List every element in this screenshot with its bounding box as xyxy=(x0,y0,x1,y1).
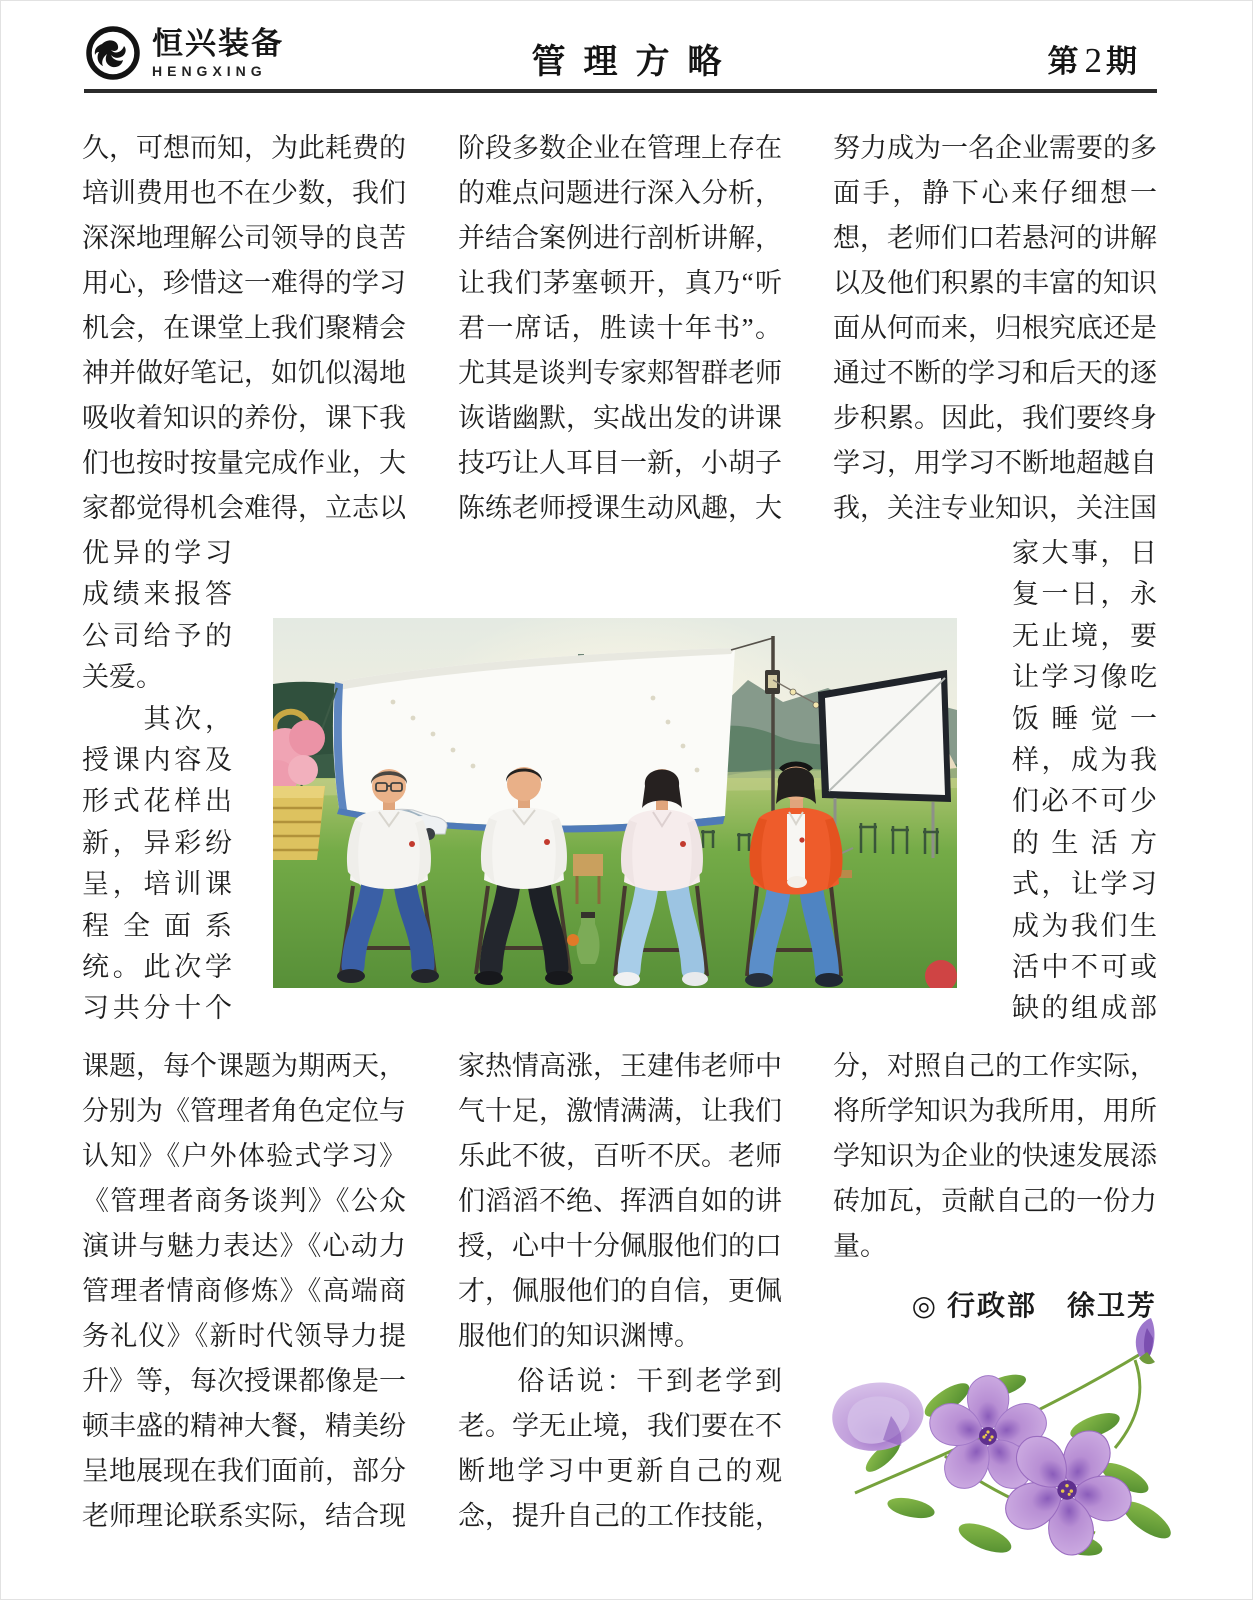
text-line: 分别为《管理者角色定位与 xyxy=(82,1096,406,1126)
byline: ◎ 行政部 徐卫芳 xyxy=(911,1291,1157,1322)
text-line: 并结合案例进行剖析讲解， xyxy=(458,223,782,253)
text-line: 升》等，每次授课都像是一 xyxy=(82,1366,406,1396)
text-line: 呈，培训课 xyxy=(82,869,232,900)
article-col3-top xyxy=(833,126,1157,531)
text-line: 老。学无止境，我们要在不 xyxy=(458,1411,782,1441)
text-line: 尤其是谈判专家郏智群老师 xyxy=(458,358,782,388)
text-line: 吸收着知识的养份，课下我 xyxy=(82,403,406,433)
article-col1-bottom xyxy=(82,1044,406,1539)
text-line: 砖加瓦，贡献自己的一份力 xyxy=(833,1186,1157,1216)
text-line: 学习，用学习不断地超越自 xyxy=(833,448,1157,478)
text-line: 面从何而来，归根究底还是 xyxy=(833,313,1157,343)
text-line: 诙谐幽默，实战出发的讲课 xyxy=(458,403,782,433)
text-line: 以及他们积累的丰富的知识 xyxy=(833,268,1157,298)
text-line: 让学习像吃 xyxy=(1012,662,1157,693)
text-line: 气十足，激情满满，让我们 xyxy=(458,1096,782,1126)
text-line: 活中不可或 xyxy=(1012,951,1157,982)
text-line: 面手，静下心来仔细想一 xyxy=(833,178,1157,208)
text-line: 成为我们生 xyxy=(1012,910,1157,941)
page-title: 管理方略 xyxy=(531,44,740,81)
text-line: 乐此不彼，百听不厌。老师 xyxy=(458,1141,782,1171)
text-line: 务礼仪》《新时代领导力提 xyxy=(82,1321,406,1351)
text-line: 复一日，永 xyxy=(1012,579,1157,610)
text-line: 步积累。因此，我们要终身 xyxy=(833,403,1157,433)
issue-prefix: 第 xyxy=(1047,44,1085,79)
text-line: 们滔滔不绝、挥洒自如的讲 xyxy=(458,1186,782,1216)
logo-name-cn: 恒兴装备 xyxy=(152,26,284,61)
event-photo xyxy=(273,618,957,988)
article-col3-bottom xyxy=(833,1044,1157,1269)
text-line: 培训费用也不在少数，我们 xyxy=(82,178,406,208)
text-line: 式，让学习 xyxy=(1012,869,1157,900)
text-line: 家都觉得机会难得，立志以 xyxy=(82,493,406,523)
text-line: 新，异彩纷 xyxy=(82,827,232,858)
text-line: 统。此次学 xyxy=(82,951,232,982)
text-line: 习共分十个 xyxy=(82,993,232,1024)
text-line: 通过不断的学习和后天的逐 xyxy=(833,358,1157,388)
text-line: 的生活方 xyxy=(1012,827,1157,858)
text-line: 授，心中十分佩服他们的口 xyxy=(458,1231,782,1261)
article-col1-top xyxy=(82,126,406,531)
text-line: 机会，在课堂上我们聚精会 xyxy=(82,313,406,343)
text-line: 才，佩服他们的自信，更佩 xyxy=(458,1276,782,1306)
text-line: 呈地展现在我们面前，部分 xyxy=(82,1456,406,1486)
text-line: 样，成为我 xyxy=(1012,744,1157,775)
text-line: 用心，珍惜这一难得的学习 xyxy=(82,268,406,298)
text-line: 授课内容及 xyxy=(82,744,232,775)
text-line: 深深地理解公司领导的良苦 xyxy=(82,223,406,253)
text-line: 断地学习中更新自己的观 xyxy=(458,1456,782,1486)
article-col1-narrow xyxy=(82,533,232,1030)
text-line: 神并做好笔记，如饥似渴地 xyxy=(82,358,406,388)
text-line: 关爱。 xyxy=(82,662,163,693)
text-line: 量。 xyxy=(833,1231,887,1261)
text-line: 分，对照自己的工作实际， xyxy=(833,1051,1157,1081)
text-line: 形式花样出 xyxy=(82,786,232,817)
header-rule xyxy=(84,89,1157,93)
flower-illustration xyxy=(795,1308,1185,1576)
text-line: 久，可想而知，为此耗费的 xyxy=(82,133,406,163)
text-line: 将所学知识为我所用，用所 xyxy=(833,1096,1157,1126)
text-line: 服他们的知识渊博。 xyxy=(458,1321,701,1351)
text-line: 学知识为企业的快速发展添 xyxy=(833,1141,1157,1171)
text-line: 念，提升自己的工作技能， xyxy=(458,1501,782,1531)
text-line: 想，老师们口若悬河的讲解 xyxy=(833,223,1157,253)
text-line: 们必不可少 xyxy=(1012,786,1157,817)
text-line: 程全面系 xyxy=(82,910,232,941)
text-line: 认知》《户外体验式学习》 xyxy=(82,1141,406,1171)
text-line: 老师理论联系实际，结合现 xyxy=(82,1501,406,1531)
text-line: 演讲与魅力表达》《心动力 xyxy=(82,1231,406,1261)
text-line: 课题，每个课题为期两天， xyxy=(82,1051,406,1081)
text-line: 技巧让人耳目一新，小胡子 xyxy=(458,448,782,478)
text-line: 努力成为一名企业需要的多 xyxy=(833,133,1157,163)
issue-suffix: 期 xyxy=(1106,44,1143,79)
issue-number: 2 xyxy=(1084,41,1106,80)
text-line: 无止境，要 xyxy=(1012,620,1157,651)
text-line: 家大事，日 xyxy=(1012,538,1157,568)
text-line: 管理者情商修炼》《高端商 xyxy=(82,1276,406,1306)
text-line: 成绩来报答 xyxy=(82,579,232,610)
issue-label xyxy=(1048,36,1144,81)
article-col2-bottom xyxy=(458,1044,782,1539)
text-line: 阶段多数企业在管理上存在 xyxy=(458,133,782,163)
text-line: 公司给予的 xyxy=(82,620,232,651)
text-line: 让我们茅塞顿开，真乃“听 xyxy=(458,268,782,298)
text-line: 顿丰盛的精神大餐，精美纷 xyxy=(82,1411,406,1441)
logo-name-en: HENGXING xyxy=(152,63,267,79)
text-line: 俗话说：干到老学到 xyxy=(458,1366,782,1396)
text-line: 君一席话，胜读十年书”。 xyxy=(458,313,782,343)
text-line: 《管理者商务谈判》《公众 xyxy=(82,1186,406,1216)
text-line: 饭睡觉一 xyxy=(1012,703,1157,734)
article-col2-top xyxy=(458,126,782,531)
text-line: 缺的组成部 xyxy=(1012,993,1157,1024)
text-line: 其次， xyxy=(82,703,232,734)
text-line: 们也按时按量完成作业，大 xyxy=(82,448,406,478)
text-line: 陈练老师授课生动风趣，大 xyxy=(458,493,782,523)
text-line: 我，关注专业知识，关注国 xyxy=(833,493,1157,523)
text-line: 优异的学习 xyxy=(82,538,232,568)
text-line: 的难点问题进行深入分析， xyxy=(458,178,782,208)
text-line: 家热情高涨，王建伟老师中 xyxy=(458,1051,782,1081)
article-col3-narrow xyxy=(1012,533,1157,1030)
